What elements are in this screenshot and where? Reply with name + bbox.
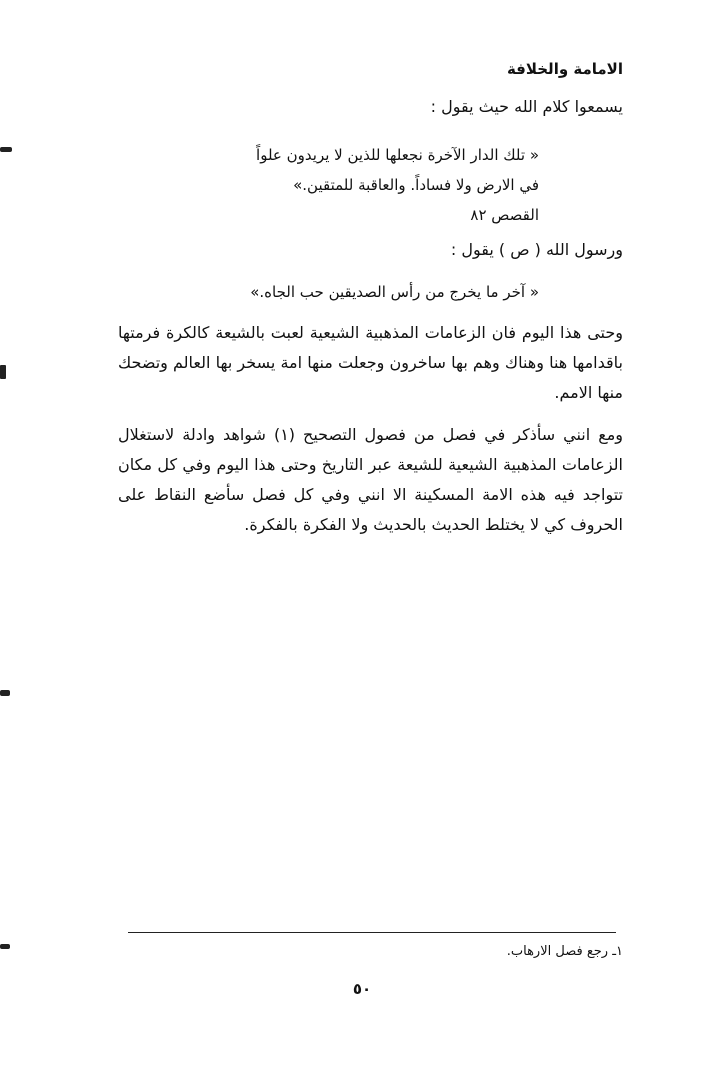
scan-artifact [0,944,10,949]
quote-reference: القصص ٨٢ [470,206,539,224]
intro-line-2: ورسول الله ( ص ) يقول : [450,240,623,259]
quran-quote [239,140,539,230]
paragraph-1: وحتى هذا اليوم فان الزعامات المذهبية الشيعية لعبت بالشيعة كالكرة فرمتها باقدامها هنا وهناك وهم بها ساخرون وجعلت منها امة يسخر بها العالم وتضحك منها الامم. [118,323,623,402]
quote-line-2: في الارض ولا فساداً. والعاقبة للمتقين.» [293,176,539,194]
scan-artifact [0,365,6,379]
footnote-divider [128,932,616,933]
scan-artifact [0,690,10,696]
hadith-quote: « آخر ما يخرج من رأس الصديقين حب الجاه.» [250,283,539,301]
page-number: ٥٠ [352,980,372,998]
scan-artifact [0,147,12,152]
quote-line-1: « تلك الدار الآخرة نجعلها للذين لا يريدون علواً [256,146,539,164]
intro-line-1: يسمعوا كلام الله حيث يقول : [430,97,623,116]
footnote: ١ـ رجع فصل الارهاب. [506,944,623,959]
running-header: الامامة والخلافة [506,60,623,78]
paragraph-2: ومع انني سأذكر في فصل من فصول التصحيح (١) شواهد وادلة لاستغلال الزعامات المذهبية الشيعية للشيعة عبر التاريخ وحتى هذا اليوم وفي كل مكان تتواجد فيه هذه الامة المسكينة الا انني وفي كل فصل سأضع النقاط على الحروف كي لا يختلط الحديث بالحديث ولا الفكرة بالفكرة. [118,425,624,534]
